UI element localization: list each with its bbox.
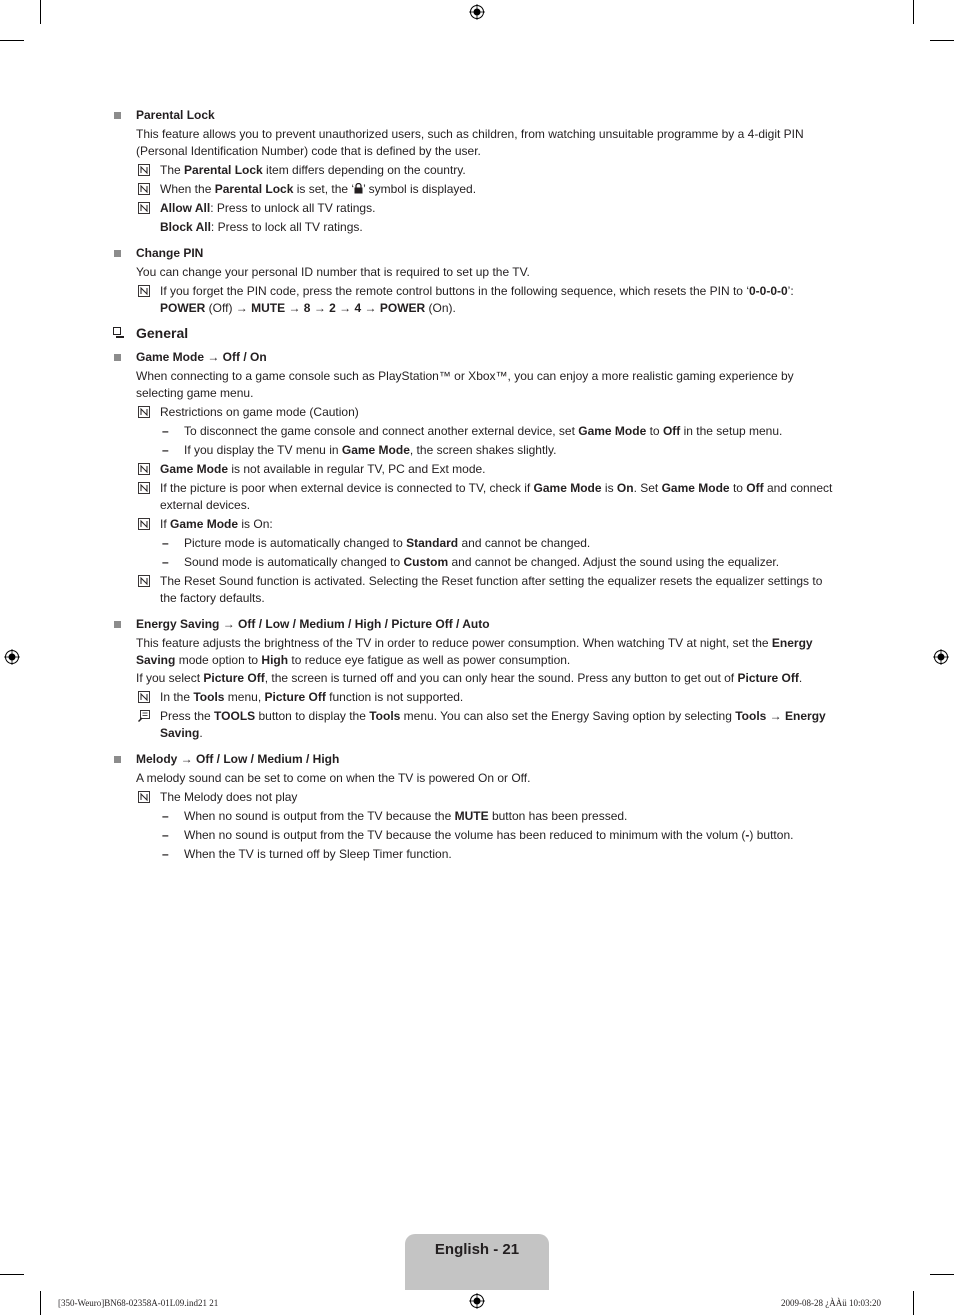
note-item: The Melody does not play bbox=[112, 789, 842, 806]
section-description: You can change your personal ID number that is required to set up the TV. bbox=[136, 265, 530, 279]
section-description: This feature allows you to prevent unauthorized users, such as children, from watching unsuitable programme by a 4-digit PIN (Personal Identification Number) code that is defined by the user. bbox=[136, 127, 804, 158]
note-icon bbox=[138, 285, 150, 297]
crop-mark bbox=[930, 40, 954, 41]
section-title: Change PIN bbox=[112, 245, 842, 262]
registration-mark-icon bbox=[933, 649, 949, 665]
note-continuation: Block All: Press to lock all TV ratings. bbox=[160, 220, 363, 234]
note-icon bbox=[138, 482, 150, 494]
dash-item: – Picture mode is automatically changed to Standard and cannot be changed. bbox=[162, 536, 591, 550]
crop-mark bbox=[40, 1291, 41, 1315]
note-icon bbox=[138, 575, 150, 587]
note-item: If you forget the PIN code, press the remote control buttons in the following sequence, which resets the PIN to ‘0-0-0-0’: POWER (Off) → MUTE → 8 → 2 → 4 → POWER (On). bbox=[112, 283, 842, 317]
page-number: English - 21 bbox=[434, 1241, 520, 1258]
note-item: Allow All: Press to unlock all TV ratings. bbox=[112, 200, 842, 217]
section-title: Game Mode → Off / On bbox=[112, 349, 842, 366]
section-description: When connecting to a game console such as PlayStation™ or Xbox™, you can enjoy a more realistic gaming experience by selecting game menu. bbox=[136, 369, 794, 400]
lock-icon bbox=[354, 183, 363, 194]
section-title: Parental Lock bbox=[112, 107, 842, 124]
note-item: If Game Mode is On: bbox=[112, 516, 842, 533]
dash-item: – When no sound is output from the TV because the volume has been reduced to minimum with the volum (-) button. bbox=[162, 828, 794, 842]
crop-mark bbox=[913, 1291, 914, 1315]
dash-item: – If you display the TV menu in Game Mode, the screen shakes slightly. bbox=[162, 443, 557, 457]
page-number-tab bbox=[405, 1234, 549, 1290]
section-change-pin bbox=[112, 245, 842, 317]
bullet-square-icon bbox=[114, 756, 121, 763]
section-description: This feature adjusts the brightness of the TV in order to reduce power consumption. When watching TV at night, set the Energy Saving mode option to High to reduce eye fatigue as well as power consumption. bbox=[136, 636, 813, 667]
page-content bbox=[112, 107, 842, 863]
bullet-square-icon bbox=[114, 354, 121, 361]
bullet-square-icon bbox=[114, 621, 121, 628]
tools-item: Press the TOOLS button to display the Tools menu. You can also set the Energy Saving option by selecting Tools → Energy Saving. bbox=[112, 708, 842, 742]
section-parental-lock bbox=[112, 107, 842, 236]
dash-item: – To disconnect the game console and connect another external device, set Game Mode to Off in the setup menu. bbox=[162, 424, 783, 438]
note-icon bbox=[138, 518, 150, 530]
bullet-square-icon bbox=[114, 112, 121, 119]
note-item: When the Parental Lock is set, the ‘ ’ symbol is displayed. bbox=[112, 181, 842, 198]
note-item: In the Tools menu, Picture Off function is not supported. bbox=[112, 689, 842, 706]
note-icon bbox=[138, 791, 150, 803]
note-item: If the picture is poor when external device is connected to TV, check if Game Mode is On. Set Game Mode to Off and connect external devices. bbox=[112, 480, 842, 514]
note-item: The Parental Lock item differs depending on the country. bbox=[112, 162, 842, 179]
note-icon bbox=[138, 202, 150, 214]
section-melody bbox=[112, 751, 842, 863]
crop-mark bbox=[930, 1274, 954, 1275]
crop-mark bbox=[40, 0, 41, 24]
note-icon bbox=[138, 406, 150, 418]
note-item: The Reset Sound function is activated. Selecting the Reset function after setting the equalizer resets the equalizer settings to the factory defaults. bbox=[112, 573, 842, 607]
heading-general: General bbox=[112, 323, 842, 343]
crop-mark bbox=[913, 0, 914, 24]
checkbox-bullet-icon bbox=[113, 327, 121, 335]
dash-item: – When no sound is output from the TV because the MUTE button has been pressed. bbox=[162, 809, 628, 823]
note-icon bbox=[138, 463, 150, 475]
footer-timestamp: 2009-08-28 ¿ÀÀü 10:03:20 bbox=[781, 1298, 881, 1308]
section-energy-saving bbox=[112, 616, 842, 742]
section-title: Melody → Off / Low / Medium / High bbox=[112, 751, 842, 768]
tools-remote-icon bbox=[138, 710, 150, 722]
note-icon bbox=[138, 183, 150, 195]
bullet-square-icon bbox=[114, 250, 121, 257]
note-icon bbox=[138, 691, 150, 703]
footer-file-info: [350-Weuro]BN68-02358A-01L09.ind21 21 bbox=[58, 1298, 219, 1308]
registration-mark-icon bbox=[469, 1293, 485, 1309]
dash-item: – When the TV is turned off by Sleep Timer function. bbox=[162, 847, 452, 861]
note-item: Game Mode is not available in regular TV, PC and Ext mode. bbox=[112, 461, 842, 478]
crop-mark bbox=[0, 40, 24, 41]
section-description: If you select Picture Off, the screen is turned off and you can only hear the sound. Press any button to get out of Picture Off. bbox=[136, 671, 803, 685]
note-item: Restrictions on game mode (Caution) bbox=[112, 404, 842, 421]
registration-mark-icon bbox=[469, 4, 485, 20]
section-game-mode bbox=[112, 349, 842, 607]
registration-mark-icon bbox=[4, 649, 20, 665]
section-description: A melody sound can be set to come on when the TV is powered On or Off. bbox=[136, 771, 531, 785]
note-icon bbox=[138, 164, 150, 176]
section-title: Energy Saving → Off / Low / Medium / High / Picture Off / Auto bbox=[112, 616, 842, 633]
dash-item: – Sound mode is automatically changed to Custom and cannot be changed. Adjust the sound using the equalizer. bbox=[162, 555, 780, 569]
crop-mark bbox=[0, 1274, 24, 1275]
